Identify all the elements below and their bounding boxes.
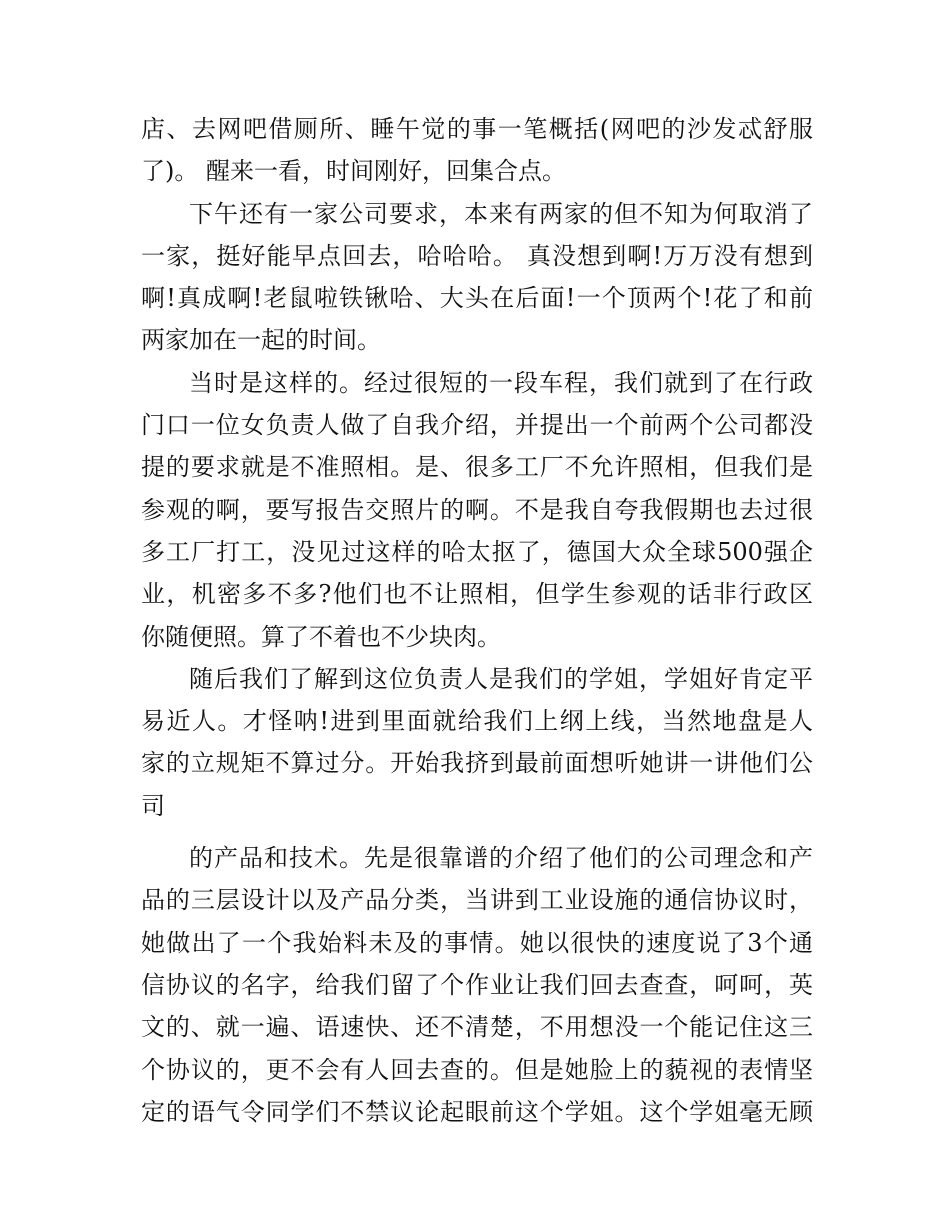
text-line: 信协议的名字，给我们留了个作业让我们回去查查，呵呵，英: [141, 970, 813, 999]
text-line: 易近人。才怪呐!进到里面就给我们上纲上线，当然地盘是人: [141, 707, 813, 736]
text-line: 的产品和技术。先是很靠谱的介绍了他们的公司理念和产: [189, 844, 813, 873]
text-line: 你随便照。算了不着也不少块肉。: [141, 622, 501, 651]
text-line: 她做出了一个我始料未及的事情。她以很快的速度说了3个通: [141, 928, 813, 957]
text-line: 家的立规矩不算过分。开始我挤到最前面想听她讲一讲他们公: [141, 749, 813, 778]
text-line: 文的、就一遍、语速快、还不清楚，不用想没一个能记住这三: [141, 1013, 813, 1042]
text-line: 下午还有一家公司要求，本来有两家的但不知为何取消了: [189, 199, 813, 228]
text-line: 业，机密多不多?他们也不让照相，但学生参观的话非行政区: [141, 580, 813, 609]
text-line: 多工厂打工，没见过这样的哈太抠了，德国大众全球500强企: [141, 537, 813, 566]
text-line: 店、去网吧借厕所、睡午觉的事一笔概括(网吧的沙发忒舒服: [141, 115, 813, 143]
text-line: 了)。 醒来一看，时间刚好，回集合点。: [141, 157, 566, 186]
text-line: 门口一位女负责人做了自我介绍，并提出一个前两个公司都没: [141, 411, 813, 440]
text-line: 啊!真成啊!老鼠啦铁锹哈、大头在后面!一个顶两个!花了和前: [141, 284, 813, 313]
text-line: 参观的啊，要写报告交照片的啊。不是我自夸我假期也去过很: [141, 495, 813, 524]
text-line: 个协议的，更不会有人回去查的。但是她脸上的藐视的表情坚: [141, 1055, 813, 1084]
text-line: 品的三层设计以及产品分类，当讲到工业设施的通信协议时，: [141, 886, 813, 915]
text-line: 提的要求就是不准照相。是、很多工厂不允许照相，但我们是: [141, 453, 813, 482]
text-line: 随后我们了解到这位负责人是我们的学姐，学姐好肯定平: [189, 664, 813, 693]
text-line: 司: [141, 791, 165, 820]
paragraph-gap: [141, 827, 813, 837]
text-line: 定的语气令同学们不禁议论起眼前这个学姐。这个学姐毫无顾: [141, 1097, 813, 1126]
document-body: [141, 108, 813, 1133]
text-line: 一家，挺好能早点回去，哈哈哈。 真没想到啊!万万没有想到: [141, 241, 813, 270]
text-line: 当时是这样的。经过很短的一段车程，我们就到了在行政: [189, 368, 813, 397]
text-line: 两家加在一起的时间。: [141, 326, 381, 355]
